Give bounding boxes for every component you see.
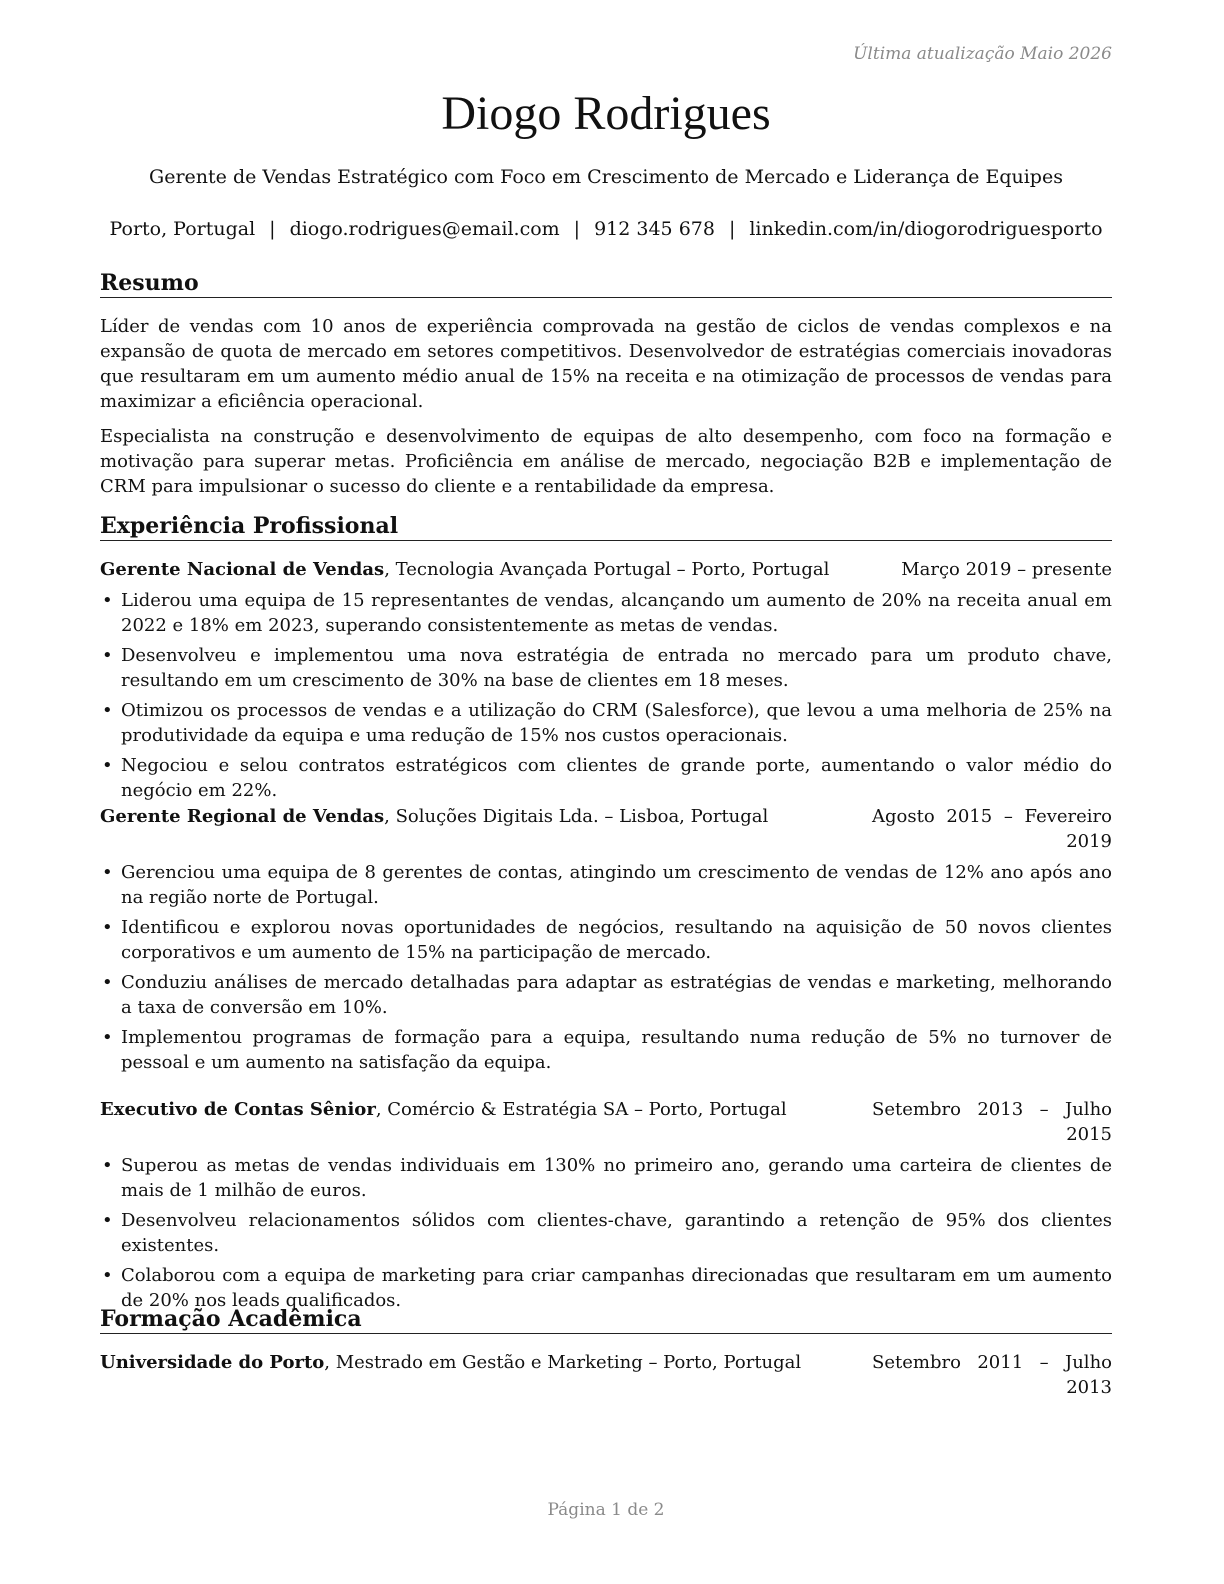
contact-separator: | [573, 218, 581, 240]
education-degree: , Mestrado em Gestão e Marketing – Porto, Portugal [324, 1352, 802, 1373]
section-title-experience: Experiência Profissional [100, 513, 1112, 541]
headline: Gerente de Vendas Estratégico com Foco em Crescimento de Mercado e Liderança de Equipes [149, 166, 1063, 188]
list-item: • Identificou e explorou novas oportunidades de negócios, resultando na aquisição de 50 novos clientes corporativos e um aumento de 15% na participação de mercado. [100, 915, 1112, 965]
list-item: • Colaborou com a equipa de marketing para criar campanhas direcionadas que resultaram em um aumento de 20% nos leads qualificados. [100, 1263, 1112, 1313]
contact-location: Porto, Portugal [109, 218, 256, 240]
job-bullets [100, 860, 1112, 1080]
list-item: • Desenvolveu relacionamentos sólidos com clientes-chave, garantindo a retenção de 95% dos clientes existentes. [100, 1208, 1112, 1258]
contact-email[interactable]: diogo.rodrigues@email.com [289, 218, 560, 240]
job-bullets [100, 588, 1112, 808]
education-school: Universidade do Porto [100, 1352, 325, 1373]
job-company: , Tecnologia Avançada Portugal – Porto, Portugal [384, 559, 830, 580]
contact-phone: 912 345 678 [594, 218, 715, 240]
job-dates: Setembro 2013 – Julho 2015 [872, 1099, 1112, 1145]
contact-line [100, 218, 1112, 240]
job-bullets [100, 1153, 1112, 1318]
list-item: • Negociou e selou contratos estratégicos com clientes de grande porte, aumentando o valor médio do negócio em 22%. [100, 753, 1112, 803]
job-role: Gerente Regional de Vendas [100, 806, 385, 827]
summary-paragraph: Líder de vendas com 10 anos de experiência comprovada na gestão de ciclos de vendas complexos e na expansão de quota de mercado em setores competitivos. Desenvolvedor de estratégias comerciais inovadoras que resultaram em um aumento médio anual de 15% na receita e na otimização de processos de vendas para maximizar a eficiência operacional. [100, 316, 1112, 412]
contact-linkedin[interactable]: linkedin.com/in/diogorodriguesporto [749, 218, 1103, 240]
section-title-summary: Resumo [100, 270, 1112, 298]
section-title-education: Formação Acadêmica [100, 1306, 1112, 1334]
candidate-name: Diogo Rodrigues [441, 87, 771, 140]
list-item: • Otimizou os processos de vendas e a utilização do CRM (Salesforce), que levou a uma melhoria de 25% na produtividade da equipa e uma redução de 15% nos custos operacionais. [100, 698, 1112, 748]
list-item: • Superou as metas de vendas individuais em 130% no primeiro ano, gerando uma carteira de clientes de mais de 1 milhão de euros. [100, 1153, 1112, 1203]
education-dates: Setembro 2011 – Julho 2013 [872, 1352, 1112, 1398]
last-updated: Última atualização Maio 2026 [853, 44, 1112, 64]
list-item: • Implementou programas de formação para a equipa, resultando numa redução de 5% no turnover de pessoal e um aumento na satisfação da equipa. [100, 1025, 1112, 1075]
job-dates: Agosto 2015 – Fevereiro 2019 [872, 806, 1112, 852]
summary-paragraph: Especialista na construção e desenvolvimento de equipas de alto desempenho, com foco na formação e motivação para superar metas. Proficiência em análise de mercado, negociação B2B e implementação de CRM para impulsionar o sucesso do cliente e a rentabilidade da empresa. [100, 426, 1112, 497]
job-role: Executivo de Contas Sênior [100, 1099, 376, 1120]
job-dates: Março 2019 – presente [901, 559, 1112, 580]
page-number: Página 1 de 2 [547, 1500, 665, 1520]
job-company: , Comércio & Estratégia SA – Porto, Portugal [375, 1099, 787, 1120]
job-company: , Soluções Digitais Lda. – Lisboa, Portugal [384, 806, 769, 827]
list-item: • Desenvolveu e implementou uma nova estratégia de entrada no mercado para um produto chave, resultando em um crescimento de 30% na base de clientes em 18 meses. [100, 643, 1112, 693]
job-role: Gerente Nacional de Vendas [100, 559, 385, 580]
contact-separator: | [269, 218, 276, 240]
list-item: • Conduziu análises de mercado detalhadas para adaptar as estratégias de vendas e marketing, melhorando a taxa de conversão em 10%. [100, 970, 1112, 1020]
list-item: • Liderou uma equipa de 15 representantes de vendas, alcançando um aumento de 20% na receita anual em 2022 e 18% em 2023, superando consistentemente as metas de vendas. [100, 588, 1112, 638]
list-item: • Gerenciou uma equipa de 8 gerentes de contas, atingindo um crescimento de vendas de 12% ano após ano na região norte de Portugal. [100, 860, 1112, 910]
contact-separator: | [728, 218, 736, 240]
resume-page [100, 0, 1112, 1584]
